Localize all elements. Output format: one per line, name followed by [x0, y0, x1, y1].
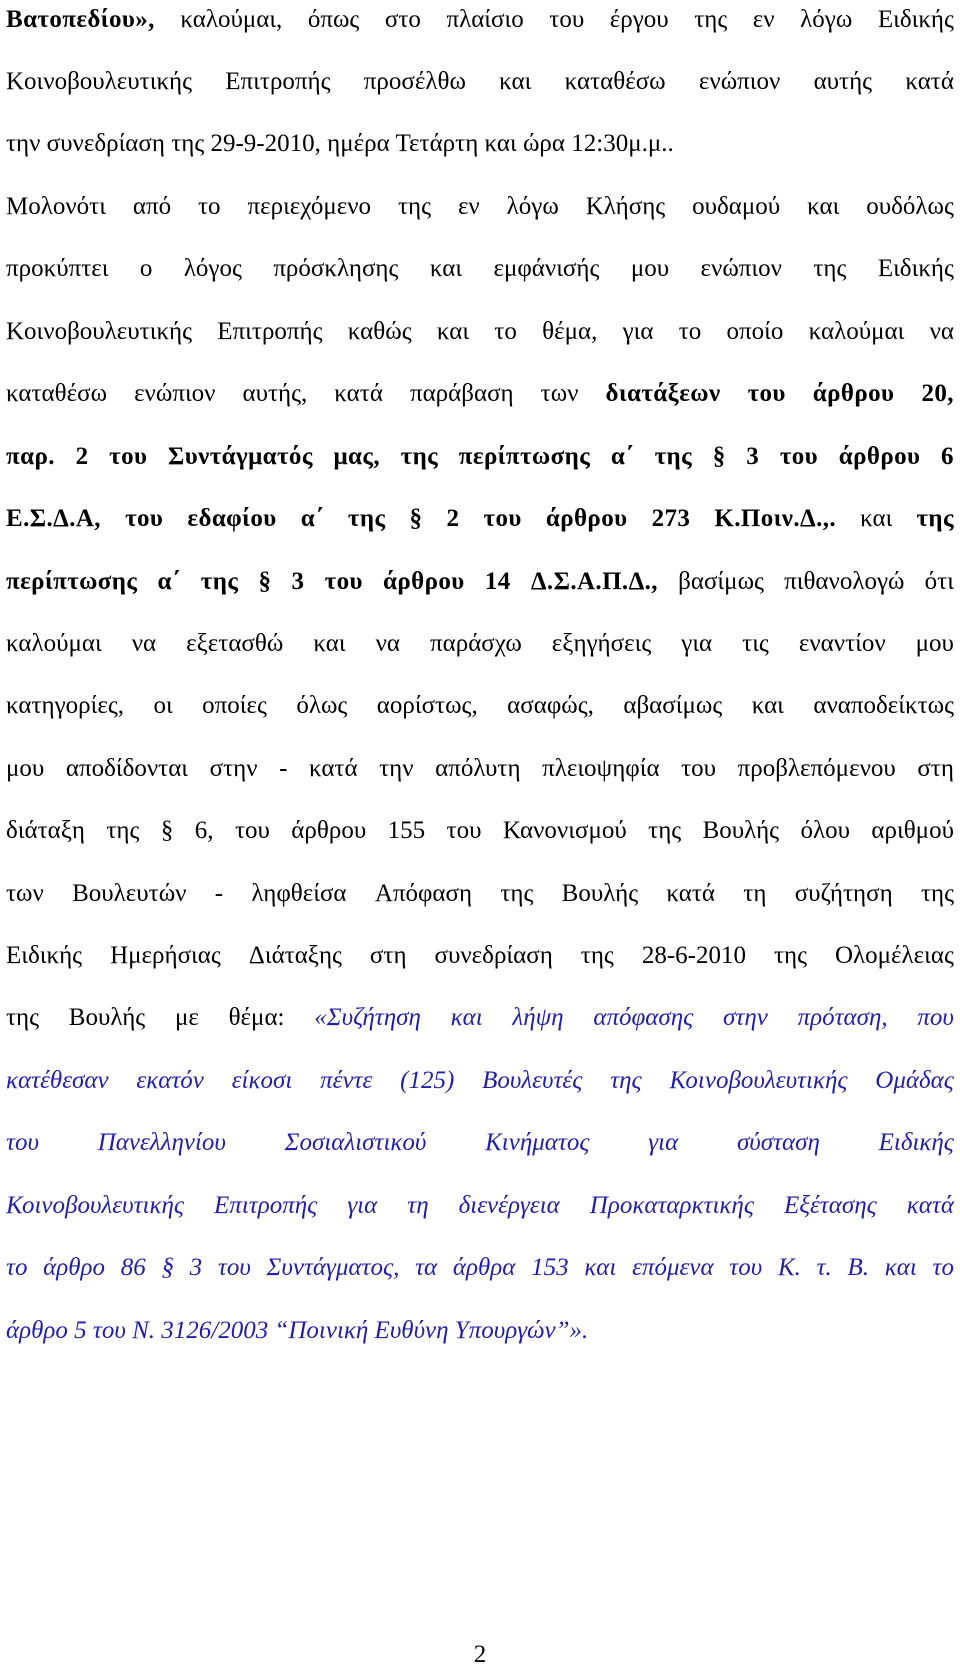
word: τις: [742, 630, 769, 657]
word: άρθρο: [43, 1254, 106, 1281]
text-line: [6, 1248, 954, 1288]
word: Βατοπεδίου»,: [6, 6, 155, 33]
word: Συντάγματος,: [266, 1254, 400, 1281]
word: για: [681, 630, 713, 657]
word: Εξέτασης: [783, 1192, 877, 1219]
word: κατέθεσαν: [6, 1067, 109, 1094]
word: του: [483, 505, 522, 532]
word: λόγος: [183, 255, 242, 282]
word: §: [160, 817, 174, 844]
word: Επιτροπής: [225, 68, 331, 95]
word: 14: [484, 568, 511, 595]
word: εναντίον: [798, 630, 886, 657]
word: λήψη: [512, 1004, 564, 1031]
page-number: 2: [473, 1641, 487, 1668]
word: §: [712, 443, 726, 470]
word: Μολονότι: [6, 193, 106, 220]
word: της: [610, 1067, 642, 1094]
text-line: [6, 62, 954, 102]
word: παράβαση: [409, 380, 514, 407]
word: διατάξεων: [605, 380, 721, 407]
word: να: [375, 630, 400, 657]
word: Προκαταρκτικής: [589, 1192, 754, 1219]
word: του: [779, 443, 819, 470]
word: τ.: [816, 1254, 832, 1281]
word: αποδίδονται: [65, 755, 189, 782]
word: το: [6, 1254, 28, 1281]
word: συνεδρίαση: [434, 942, 553, 969]
word: 20,: [921, 380, 954, 407]
word: και: [751, 692, 784, 719]
word: τη: [407, 1192, 429, 1219]
word: προκύπτει: [6, 255, 109, 282]
word: και: [584, 1254, 617, 1281]
word: Ολομέλειας: [834, 942, 954, 969]
word: θέμα:: [228, 1004, 285, 1031]
word: κατά: [666, 880, 716, 907]
word: λόγω: [800, 6, 853, 33]
word: απόφασης: [593, 1004, 694, 1031]
word: καλούμαι: [6, 630, 102, 657]
word: όλως: [296, 692, 348, 719]
word: στη: [369, 942, 407, 969]
word: ο: [139, 255, 153, 282]
word: ληφθείσα: [251, 880, 347, 907]
word: αβασίμως: [623, 692, 723, 719]
word: την: [379, 755, 414, 782]
word: αριθμού: [871, 817, 954, 844]
word: και: [429, 255, 463, 282]
word: Βουλευτές: [482, 1067, 583, 1094]
text-line: [6, 624, 954, 664]
word: Ειδικής: [877, 6, 954, 33]
word: πλειοψηφία: [542, 755, 660, 782]
word: -: [279, 755, 288, 782]
text-line: [6, 936, 954, 976]
word: άρθρου: [291, 817, 367, 844]
word: για: [622, 318, 654, 345]
word: το: [494, 318, 517, 345]
text-line: [6, 874, 954, 914]
word: αυτής: [813, 68, 873, 95]
word: ενώπιον: [700, 255, 782, 282]
text-line: [6, 0, 954, 40]
word: του: [324, 568, 363, 595]
word: για: [648, 1129, 679, 1156]
word: πέντε: [320, 1067, 373, 1094]
word: Βουλής: [561, 880, 639, 907]
word: το: [678, 318, 702, 345]
word: που: [917, 1004, 954, 1031]
word: οποίες: [202, 692, 267, 719]
word: Διάταξης: [248, 942, 342, 969]
word: «Συζήτηση: [314, 1004, 421, 1031]
word: διενέργεια: [458, 1192, 560, 1219]
word: της: [200, 568, 239, 595]
word: 86: [120, 1254, 146, 1281]
word: 273: [651, 505, 691, 532]
text-line: [6, 499, 954, 539]
word: εξηγήσεις: [551, 630, 652, 657]
word: στο: [384, 6, 421, 33]
word: αναποδείκτως: [813, 692, 954, 719]
word: ενώπιον: [698, 68, 781, 95]
word: και: [436, 318, 470, 345]
word: Κινήματος: [485, 1129, 590, 1156]
word: της: [500, 880, 534, 907]
word: και: [884, 1254, 917, 1281]
word: την συνεδρίαση της 29-9-2010, ημέρα Τετάρτη και ώρα 12:30μ.μ..: [6, 130, 674, 157]
text-line: [6, 686, 954, 726]
word: θέμα,: [542, 318, 598, 345]
word: εξετασθώ: [186, 630, 284, 657]
word: και: [450, 1004, 483, 1031]
word: εμφάνισής: [493, 255, 600, 282]
word: και: [499, 68, 532, 95]
word: μου: [915, 630, 954, 657]
word: ενώπιον: [134, 380, 216, 407]
word: 3: [189, 1254, 203, 1281]
word: Ομάδας: [875, 1067, 954, 1094]
word: μου: [630, 255, 670, 282]
word: Κανονισμού: [502, 817, 627, 844]
word: α΄: [157, 568, 181, 595]
word: της: [580, 942, 614, 969]
word: ουδόλως: [866, 193, 954, 220]
word: της: [916, 505, 954, 532]
text-line: [6, 998, 954, 1038]
word: της: [813, 255, 847, 282]
text-line: [6, 1311, 954, 1351]
word: του: [747, 380, 786, 407]
word: άρθρου: [383, 568, 465, 595]
word: άρθρα: [452, 1254, 516, 1281]
word: Σοσιαλιστικού: [284, 1129, 427, 1156]
word: του: [234, 817, 270, 844]
word: Βουλής: [68, 1004, 146, 1031]
word: άρθρου: [838, 443, 921, 470]
word: της: [920, 880, 954, 907]
word: του: [549, 6, 585, 33]
word: 2: [75, 443, 89, 470]
word: Κ.: [777, 1254, 801, 1281]
word: παρ.: [6, 443, 55, 470]
word: του: [681, 755, 717, 782]
word: Κ.Ποιν.Δ.,.: [714, 505, 837, 532]
word: καταθέσω: [564, 68, 666, 95]
word: εκατόν: [136, 1067, 204, 1094]
word: της: [6, 1004, 40, 1031]
word: και: [860, 505, 893, 532]
word: κατά: [906, 1192, 954, 1219]
word: 153: [531, 1254, 569, 1281]
text-line: [6, 374, 954, 414]
word: της: [648, 817, 682, 844]
word: Ημερήσιας: [110, 942, 221, 969]
word: της: [106, 817, 140, 844]
word: Ειδικής: [6, 942, 83, 969]
word: να: [131, 630, 157, 657]
word: κατά: [334, 380, 383, 407]
word: 6: [941, 443, 954, 470]
word: 28-6-2010: [641, 942, 746, 969]
word: Βουλής: [702, 817, 780, 844]
word: εν: [752, 6, 775, 33]
word: Κοινοβουλευτικής: [669, 1067, 848, 1094]
text-line: [6, 749, 954, 789]
word: εδαφίου: [187, 505, 277, 532]
word: όπως: [307, 6, 360, 33]
word: ότι: [924, 568, 954, 595]
word: πρόταση,: [797, 1004, 888, 1031]
word: της: [773, 942, 807, 969]
word: το: [932, 1254, 954, 1281]
word: είκοσι: [231, 1067, 293, 1094]
text-line: [6, 1123, 954, 1163]
word: περιεχόμενο: [247, 193, 372, 220]
word: όλου: [800, 817, 850, 844]
word: του: [446, 817, 482, 844]
word: και: [313, 630, 346, 657]
word: ουδαμού: [692, 193, 781, 220]
word: με: [174, 1004, 199, 1031]
word: 2: [446, 505, 460, 532]
word: έργου: [609, 6, 669, 33]
word: Απόφαση: [374, 880, 473, 907]
word: αορίστως,: [376, 692, 478, 719]
word: ασαφώς,: [507, 692, 594, 719]
word: μου: [6, 755, 45, 782]
word: επόμενα: [632, 1254, 714, 1281]
word: στην: [723, 1004, 768, 1031]
word: αυτής,: [242, 380, 308, 407]
word: οποίο: [726, 318, 784, 345]
text-line: [6, 437, 954, 477]
word: της: [400, 443, 439, 470]
word: προβλεπόμενου: [737, 755, 896, 782]
word: διάταξη: [6, 817, 85, 844]
word: Β.: [847, 1254, 870, 1281]
word: λόγω: [506, 193, 559, 220]
word: άρθρο 5 του Ν. 3126/2003 “Ποινική Ευθύνη Υπουργών”».: [6, 1317, 589, 1344]
word: -: [214, 880, 224, 907]
word: εν: [457, 193, 480, 220]
text-line: [6, 1186, 954, 1226]
word: οι: [153, 692, 173, 719]
word: του: [6, 1129, 39, 1156]
word: το: [198, 193, 221, 220]
word: Πανελληνίου: [97, 1129, 226, 1156]
word: τα: [415, 1254, 438, 1281]
word: των: [6, 880, 44, 907]
word: κατά: [905, 68, 954, 95]
word: Επιτροπής: [217, 318, 323, 345]
word: Ειδικής: [878, 1129, 954, 1156]
word: 155: [387, 817, 426, 844]
word: καταθέσω: [6, 380, 108, 407]
word: να: [929, 318, 954, 345]
word: της: [654, 443, 693, 470]
word: καλούμαι,: [180, 6, 283, 33]
word: Κοινοβουλευτικής: [6, 68, 193, 95]
word: κατηγορίες,: [6, 692, 124, 719]
word: απόλυτη: [435, 755, 521, 782]
word: του: [729, 1254, 763, 1281]
word: παράσχω: [430, 630, 522, 657]
word: Ειδικής: [877, 255, 954, 282]
word: των: [540, 380, 579, 407]
word: Κλήσης: [585, 193, 666, 220]
word: πιθανολογώ: [784, 568, 905, 595]
text-line: [6, 811, 954, 851]
word: περίπτωσης: [458, 443, 591, 470]
word: περίπτωσης: [6, 568, 138, 595]
word: σύσταση: [736, 1129, 820, 1156]
word: του: [217, 1254, 251, 1281]
word: (125): [400, 1067, 455, 1094]
word: άρθρου: [812, 380, 895, 407]
word: Συντάγματός: [168, 443, 313, 470]
word: Επιτροπής: [214, 1192, 318, 1219]
word: συζήτηση: [794, 880, 893, 907]
text-line: [6, 249, 954, 289]
word: Ε.Σ.Δ.Α,: [6, 505, 101, 532]
word: στη: [917, 755, 954, 782]
word: καλούμαι: [808, 318, 905, 345]
text-line: [6, 562, 954, 602]
word: α΄: [300, 505, 324, 532]
word: άρθρου: [545, 505, 628, 532]
word: 3: [291, 568, 305, 595]
text-line: [6, 124, 954, 164]
word: της: [347, 505, 386, 532]
word: πρόσκλησης: [273, 255, 399, 282]
word: τη: [743, 880, 767, 907]
word: βασίμως: [678, 568, 764, 595]
word: μας,: [333, 443, 380, 470]
word: Βουλευτών: [72, 880, 187, 907]
word: 6,: [194, 817, 214, 844]
word: Κοινοβουλευτικής: [6, 1192, 185, 1219]
word: για: [347, 1192, 378, 1219]
word: α΄: [610, 443, 634, 470]
word: Κοινοβουλευτικής: [6, 318, 193, 345]
text-line: [6, 187, 954, 227]
word: της: [694, 6, 728, 33]
text-line: [6, 1061, 954, 1101]
word: προσέλθω: [363, 68, 466, 95]
word: §: [161, 1254, 174, 1281]
word: της: [397, 193, 432, 220]
word: του: [125, 505, 164, 532]
word: §: [258, 568, 272, 595]
word: §: [409, 505, 423, 532]
word: καθώς: [347, 318, 412, 345]
text-line: [6, 312, 954, 352]
word: Δ.Σ.Α.Π.Δ.,: [530, 568, 658, 595]
word: και: [807, 193, 840, 220]
word: πλαίσιο: [446, 6, 524, 33]
word: του: [109, 443, 148, 470]
word: 3: [746, 443, 760, 470]
word: στην: [209, 755, 258, 782]
word: από: [132, 193, 172, 220]
word: κατά: [308, 755, 358, 782]
